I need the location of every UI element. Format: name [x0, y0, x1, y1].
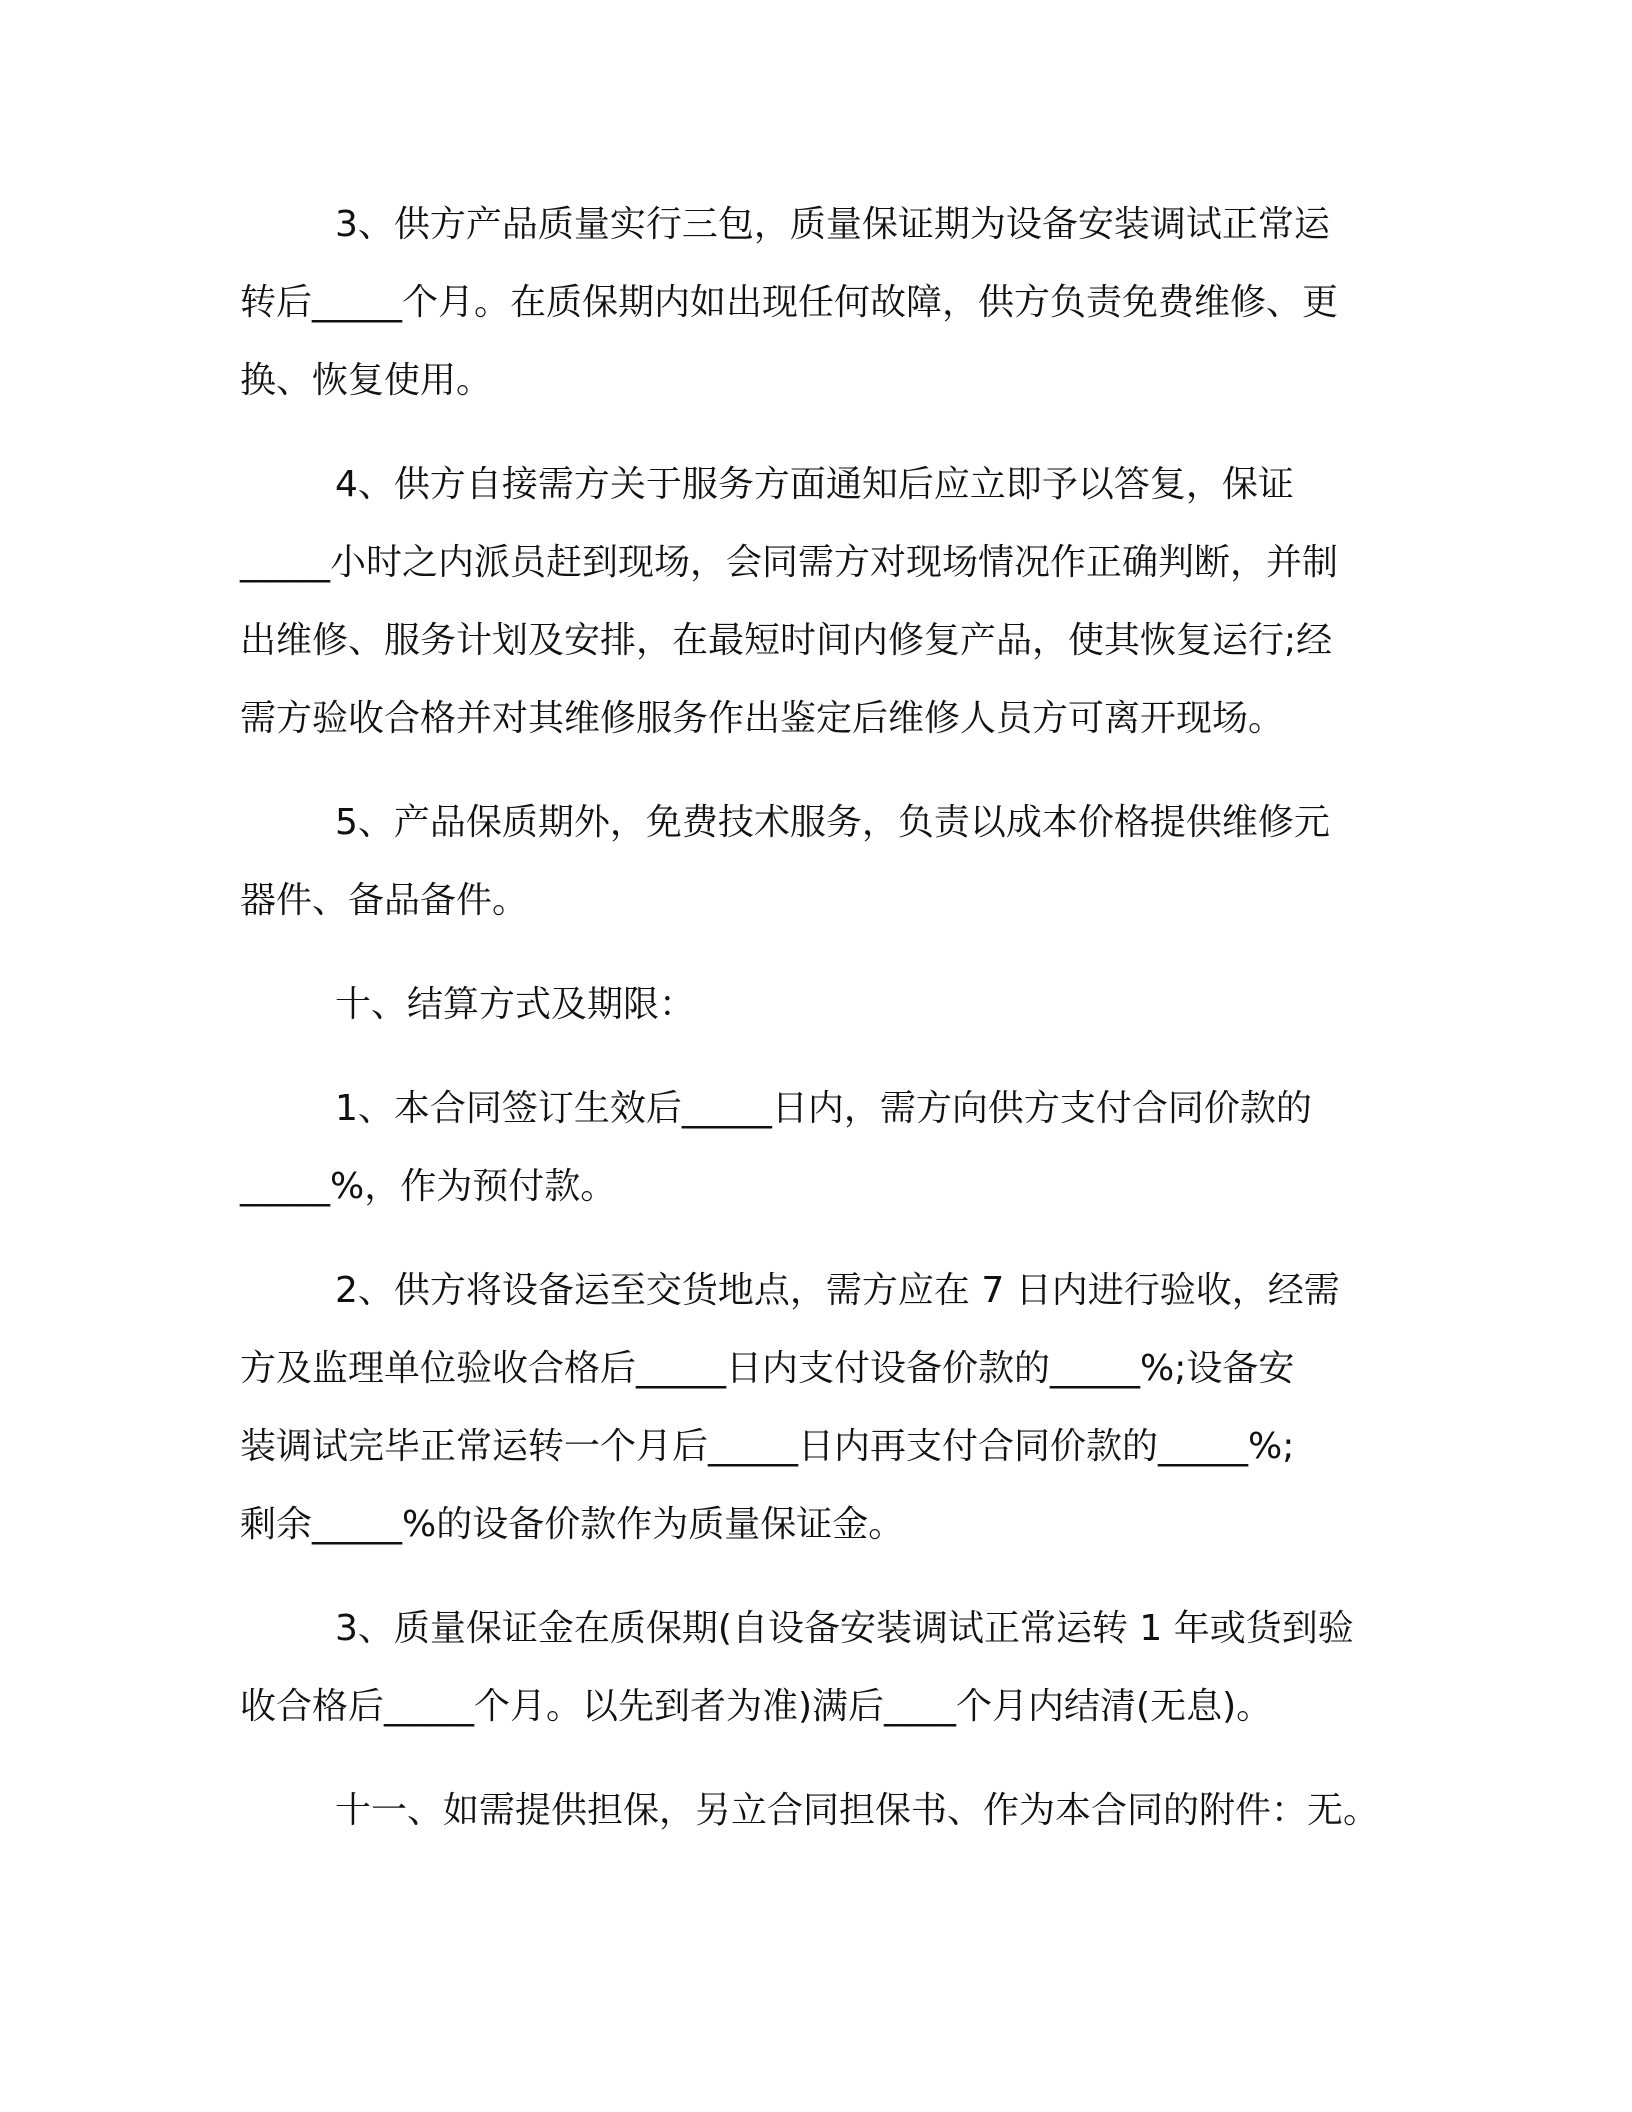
- text-line: 出维修、服务计划及安排，在最短时间内修复产品，使其恢复运行;经: [240, 620, 1333, 661]
- paragraph-warranty-terms: [240, 186, 1410, 420]
- text-line: 3、质量保证金在质保期(自设备安装调试正常运转 1 年或货到验: [335, 1608, 1354, 1649]
- paragraph-service-response: [240, 446, 1410, 758]
- text-line: 器件、备品备件。: [240, 880, 529, 921]
- text-line: _____%，作为预付款。: [240, 1166, 617, 1207]
- paragraph-post-warranty: [240, 784, 1410, 940]
- paragraph-prepayment: [240, 1070, 1410, 1226]
- paragraph-acceptance-payment: [240, 1252, 1410, 1564]
- section-heading: 十、结算方式及期限：: [335, 984, 696, 1025]
- text-line: 需方验收合格并对其维修服务作出鉴定后维修人员方可离开现场。: [240, 698, 1285, 739]
- text-line: 收合格后_____个月。以先到者为准)满后____个月内结清(无息)。: [240, 1686, 1273, 1727]
- text-line: 2、供方将设备运至交货地点，需方应在 7 日内进行验收，经需: [335, 1270, 1340, 1311]
- text-line: 5、产品保质期外，免费技术服务，负责以成本价格提供维修元: [335, 802, 1330, 843]
- paragraph-deposit-settlement: [240, 1590, 1410, 1746]
- text-line: 1、本合同签订生效后_____日内，需方向供方支付合同价款的: [335, 1088, 1312, 1129]
- text-line: 方及监理单位验收合格后_____日内支付设备价款的_____%;设备安: [240, 1348, 1295, 1389]
- text-line: 3、供方产品质量实行三包，质量保证期为设备安装调试正常运: [335, 204, 1330, 245]
- text-line: 换、恢复使用。: [240, 360, 493, 401]
- text-line: 十一、如需提供担保，另立合同担保书、作为本合同的附件：无。: [335, 1790, 1380, 1831]
- section-guarantee: [240, 1772, 1410, 1850]
- text-line: 4、供方自接需方关于服务方面通知后应立即予以答复，保证: [335, 464, 1294, 505]
- text-line: 转后_____个月。在质保期内如出现任何故障，供方负责免费维修、更: [240, 282, 1339, 323]
- section-heading-settlement: [240, 966, 1410, 1044]
- text-line: _____小时之内派员赶到现场，会同需方对现场情况作正确判断，并制: [240, 542, 1339, 583]
- text-line: 剩余_____%的设备价款作为质量保证金。: [240, 1504, 905, 1545]
- document-body: [240, 186, 1410, 1876]
- text-line: 装调试完毕正常运转一个月后_____日内再支付合同价款的_____%;: [240, 1426, 1295, 1467]
